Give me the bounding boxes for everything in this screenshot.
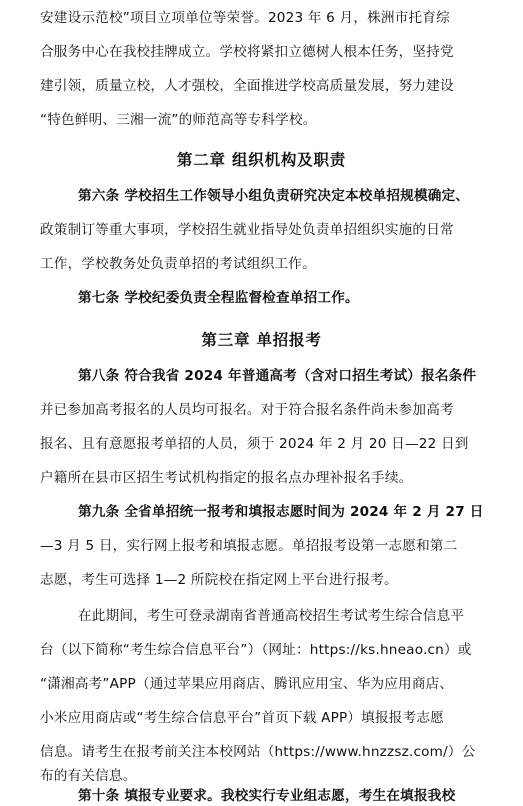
article-nine-line-1: 第九条 全省单招统一报考和填报志愿时间为 2024 年 2 月 27 日 — [78, 504, 484, 520]
text-line-4: “特色鲜明、三湘一流”的师范高等专科学校。 — [40, 112, 317, 128]
paragraph-line-2: 台（以下简称“考生综合信息平台”）（网址：https://ks.hneao.cn）或 — [40, 642, 472, 658]
article-eight-line-1: 第八条 符合我省 2024 年普通高考（含对口招生考试）报名条件 — [78, 368, 477, 384]
article-ten-line-1: 第十条 填报专业要求。我校实行专业组志愿，考生在填报我校 — [78, 788, 456, 804]
text-line-3: 建引领，质量立校，人才强校，全面推进学校高质量发展，努力建设 — [40, 78, 454, 94]
article-eight-line-3: 报名、且有意愿报考单招的人员，须于 2024 年 2 月 20 日—22 日到 — [40, 436, 469, 452]
paragraph-line-1: 在此期间，考生可登录湖南省普通高校招生考试考生综合信息平 — [78, 608, 465, 624]
article-six-line-3: 工作，学校教务处负责单招的考试组织工作。 — [40, 256, 316, 272]
article-nine-line-2: —3 月 5 日，实行网上报考和填报志愿。单招报考设第一志愿和第二 — [40, 538, 458, 554]
paragraph-line-3: “潇湘高考”APP（通过苹果应用商店、腾讯应用宝、华为应用商店、 — [40, 676, 454, 692]
article-eight-line-2: 并已参加高考报名的人员均可报名。对于符合报名条件尚未参加高考 — [40, 402, 454, 418]
paragraph-line-4: 小米应用商店或“考生综合信息平台”首页下载 APP）填报报考志愿 — [40, 710, 444, 726]
article-eight-line-4: 户籍所在县市区招生考试机构指定的报名点办理补报名手续。 — [40, 470, 413, 486]
paragraph-line-6: 布的有关信息。 — [40, 768, 137, 784]
article-seven: 第七条 学校纪委负责全程监督检查单招工作。 — [78, 290, 359, 306]
article-six-line-2: 政策制订等重大事项，学校招生就业指导处负责单招组织实施的日常 — [40, 222, 454, 238]
chapter-two-heading: 第二章 组织机构及职责 — [176, 151, 347, 169]
text-line-1: 安建设示范校”项目立项单位等荣誉。2023 年 6 月，株洲市托育综 — [40, 10, 450, 26]
paragraph-line-5: 信息。请考生在报考前关注本校网站（https://www.hnzzsz.com/）公 — [40, 744, 476, 760]
article-six-line-1: 第六条 学校招生工作领导小组负责研究决定本校单招规模确定、 — [78, 188, 470, 204]
article-nine-line-3: 志愿，考生可选择 1—2 所院校在指定网上平台进行报考。 — [40, 572, 398, 588]
chapter-three-heading: 第三章 单招报考 — [201, 331, 322, 349]
text-line-2: 合服务中心在我校挂牌成立。学校将紧扣立德树人根本任务，坚持党 — [40, 44, 454, 60]
